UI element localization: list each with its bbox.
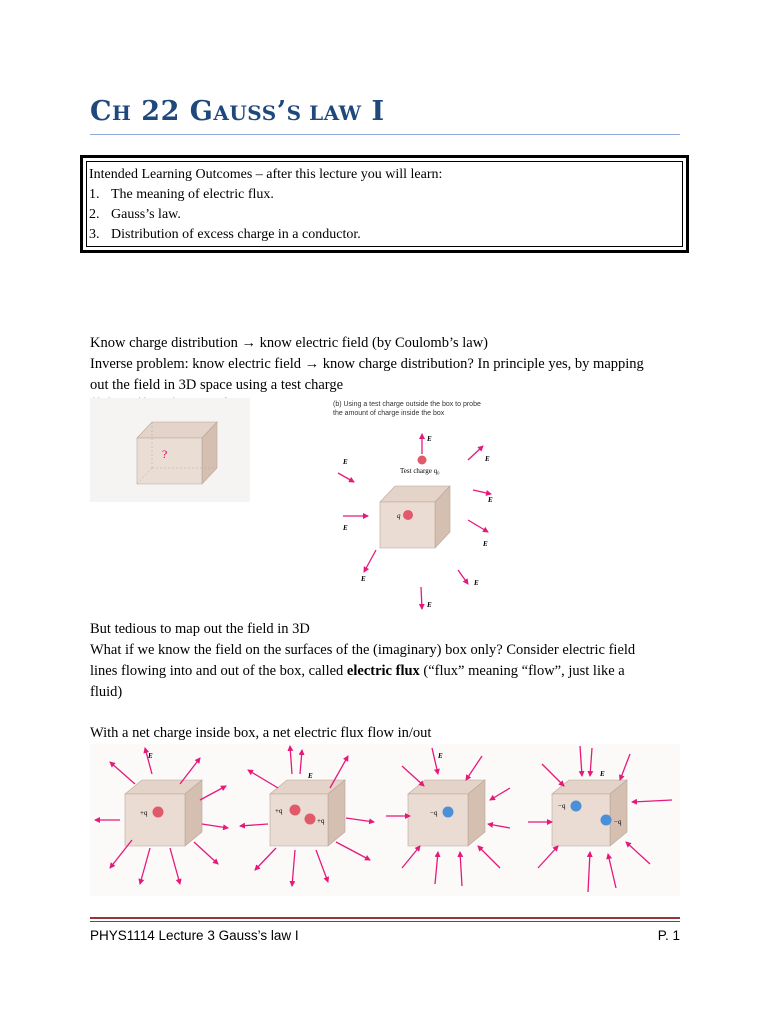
paragraph-inverse-2: out the field in 3D space using a test charge: [90, 377, 344, 393]
field-e-label: E: [427, 435, 432, 443]
outcome-item: 1. The meaning of electric flux.: [89, 187, 274, 202]
flux-diagrams-row: [90, 744, 680, 896]
figure-b-test-charge-diagram: [328, 420, 500, 615]
paragraph-flux-3: fluid): [90, 684, 123, 700]
paragraph-net-charge: With a net charge inside box, a net electric flux flow in/out: [90, 725, 432, 741]
paragraph-coulomb: Know charge distribution → know electric field (by Coulomb’s law): [90, 335, 488, 351]
field-e-label: E: [485, 455, 490, 463]
field-e-label: E: [361, 575, 366, 583]
footer-rule: [90, 917, 680, 919]
field-e-label: E: [343, 458, 348, 466]
footer-course-title: PHYS1114 Lecture 3 Gauss’s law I: [90, 928, 299, 943]
svg-text:−q: −q: [430, 809, 438, 817]
unknown-charge-mark: ?: [162, 447, 168, 461]
paragraph-tedious: But tedious to map out the field in 3D: [90, 621, 310, 637]
svg-text:E: E: [148, 752, 153, 760]
outcome-item: 2. Gauss’s law.: [89, 207, 181, 222]
paragraph-flux-1: What if we know the field on the surfaces of the (imaginary) box only? Consider electric field: [90, 642, 636, 658]
learning-outcomes-box: [80, 155, 689, 253]
electric-flux-term: electric flux: [346, 663, 420, 679]
outcome-item: 3. Distribution of excess charge in a conductor.: [89, 227, 361, 242]
footer-page-number: P. 1: [657, 928, 680, 943]
svg-text:E: E: [308, 772, 313, 780]
figure-a-box-diagram: [90, 398, 250, 502]
charge-q-ball: [403, 510, 413, 520]
figure-b-caption: (b) Using a test charge outside the box to probe the amount of charge inside the box: [333, 401, 481, 417]
test-charge-label: Test charge q₀: [400, 467, 440, 475]
svg-text:+q: +q: [317, 817, 325, 825]
svg-text:−q: −q: [614, 818, 622, 826]
paragraph-inverse-1: Inverse problem: know electric field → know charge distribution? In principle yes, by mapping: [90, 356, 644, 372]
svg-text:+q: +q: [275, 807, 283, 815]
field-e-label: E: [427, 601, 432, 609]
outcomes-heading: Intended Learning Outcomes – after this lecture you will learn:: [89, 167, 443, 182]
page-title: CH 22 GAUSS’S LAW I: [90, 96, 385, 127]
charge-q-label: q: [397, 512, 401, 520]
test-charge-ball: [418, 456, 427, 465]
footer-rule-thin: [90, 921, 680, 922]
svg-text:E: E: [438, 752, 443, 760]
svg-text:+q: +q: [140, 809, 148, 817]
svg-text:E: E: [600, 770, 605, 778]
field-e-label: E: [483, 540, 488, 548]
svg-text:−q: −q: [558, 802, 566, 810]
field-e-label: E: [343, 524, 348, 532]
field-e-label: E: [488, 496, 493, 504]
title-underline: [90, 134, 680, 135]
field-e-label: E: [474, 579, 479, 587]
paragraph-flux-2: lines flowing into and out of the box, called electric flux (“flux” meaning “flow”, just like a: [90, 663, 625, 679]
